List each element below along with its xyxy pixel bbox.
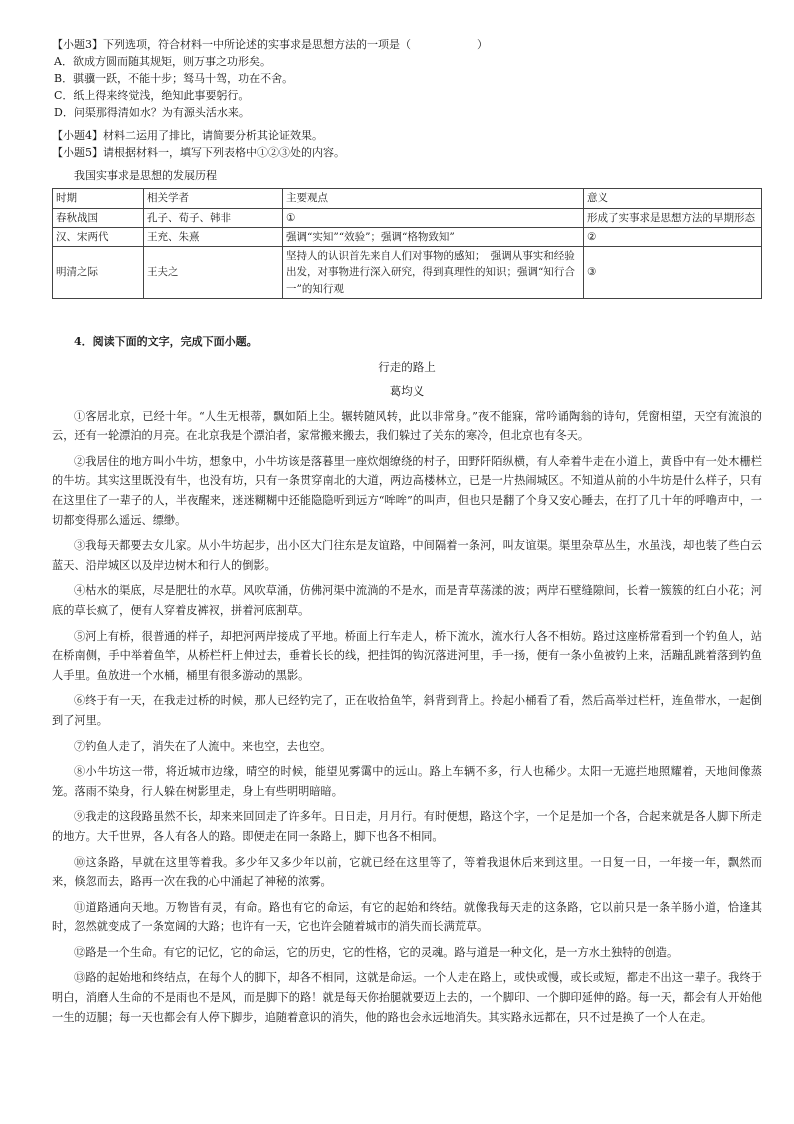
table-header-row xyxy=(53,189,762,208)
paragraph: ⑥终于有一天，在我走过桥的时候，那人已经钓完了，正在收拾鱼竿，斜背到背上。拎起小桶看了看，然后高举过栏杆，连鱼带水，一起倒到了河里。 xyxy=(52,694,762,727)
paragraph: ⑨我走的这段路虽然不长，却来来回回走了许多年。日日走，月月行。有时便想，路这个字，一个足是加一个各，合起来就是各人脚下所走的地方。大千世界，各人有各人的路。即便走在同一条路上，脚下也各不相同。 xyxy=(52,810,762,843)
article-body xyxy=(52,407,762,1028)
header-period: 时期 xyxy=(53,189,144,208)
table-cell: 王充、朱熹 xyxy=(144,227,283,246)
table-cell: ② xyxy=(584,227,762,246)
table-cell: 明清之际 xyxy=(53,247,144,299)
table-cell: ① xyxy=(283,208,584,227)
paragraph: ⑤河上有桥，很普通的样子，却把河两岸接成了平地。桥面上行车走人，桥下流水，流水行人各不相妨。路过这座桥常看到一个钓鱼人，站在桥南侧，手中举着鱼竿，从桥栏杆上伸过去，垂着长长的线，把挂饵的钩沉落进河里，手一扬，便有一条小鱼被钓上来，活蹦乱跳着落到钓鱼人手里。鱼放进一个水桶，桶里有很多游动的黑影。 xyxy=(52,629,762,682)
paragraph: ④枯水的渠底，尽是肥壮的水草。风吹草涌，仿佛河渠中流淌的不是水，而是青草荡漾的波；两岸石壁缝隙间，长着一簇簇的红白小花；河底的草长疯了，便有人穿着皮裤衩，拼着河底割草。 xyxy=(52,584,762,617)
header-significance: 意义 xyxy=(584,189,762,208)
question-3-option-d: D．问渠那得清如水？为有源头活水来。 xyxy=(54,106,250,120)
paragraph: ①客居北京，已经十年。“人生无根蒂，飘如陌上尘。辗转随风转，此以非常身。”夜不能寐，常吟诵陶翁的诗句，凭窗相望，天空有流浪的云，还有一轮漂泊的月亮。在北京我是个漂泊者，家常搬来搬去，我们躲过了关东的寒冷，但北京也有冬天。 xyxy=(52,409,762,443)
paragraph: ⑩这条路，早就在这里等着我。多少年又多少年以前，它就已经在这里等了，等着我退休后来到这里。一日复一日，一年接一年，飘然而来，倏忽而去，路再一次在我的心中涌起了神秘的浓雾。 xyxy=(52,855,762,889)
table-row xyxy=(53,227,762,246)
paragraph: ③我每天都要去女儿家。从小牛坊起步，出小区大门往东是友谊路，中间隔着一条河，叫友谊渠。渠里杂草丛生，水虽浅，却也装了些白云蓝天、沿岸城区以及岸边树木和行人的倒影。 xyxy=(52,539,762,572)
table-cell: ③ xyxy=(584,247,762,299)
question-4: 【小题4】材料二运用了排比，请简要分析其论证效果。 xyxy=(52,129,323,143)
question-5: 【小题5】请根据材料一，填写下列表格中①②③处的内容。 xyxy=(52,146,345,160)
question-3-option-b: B．骐骥一跃，不能十步；驽马十驾，功在不舍。 xyxy=(54,72,294,86)
paragraph: ⑦钓鱼人走了，消失在了人流中。来也空，去也空。 xyxy=(74,739,332,753)
section-heading: 4．阅读下面的文字，完成下面小题。 xyxy=(74,334,258,348)
question-3-option-c: C．纸上得来终觉浅，绝知此事要躬行。 xyxy=(54,89,250,103)
table-row xyxy=(53,247,762,299)
paragraph: ⑬路的起始地和终结点，在每个人的脚下，却各不相同，这就是命运。一个人走在路上，或快或慢，或长或短，都走不出这一辈子。我终于明白，消磨人生命的不是雨也不是风，而是脚下的路！就是每天你抬腿就要迈上去的，一个脚印、一个脚印延伸的路。每一天，都会有人开始他一生的迈腿；每一天也都会有人停下脚步，追随着意识的消失，他的路也会永远地消失。其实路永远都在，只不过是换了一个人在走。 xyxy=(52,971,762,1024)
table-row xyxy=(53,208,762,227)
development-table xyxy=(52,188,762,299)
article-title: 行走的路上 xyxy=(378,360,436,375)
table-cell: 形成了实事求是思想方法的早期形态 xyxy=(584,208,762,227)
article-author: 葛均义 xyxy=(389,383,425,398)
document-page xyxy=(52,36,762,1033)
header-scholars: 相关学者 xyxy=(144,189,283,208)
table-cell: 王夫之 xyxy=(144,247,283,299)
paragraph: ⑪道路通向天地。万物皆有灵，有命。路也有它的命运，有它的起始和终结。就像我每天走的这条路，它以前只是一条羊肠小道，恰逢其时，忽然就变成了一条宽阔的大路；也许有一天，它也许会随着城市的消失而长满荒草。 xyxy=(52,900,762,934)
table-caption: 我国实事求是思想的发展历程 xyxy=(74,169,217,183)
paragraph: ⑫路是一个生命。有它的记忆，它的命运，它的历史，它的性格，它的灵魂。路与道是一种文化，是一方水土独特的创造。 xyxy=(74,945,679,959)
table-cell: 孔子、荀子、韩非 xyxy=(144,208,283,227)
question-3-stem: 【小题3】下列选项，符合材料一中所论述的实事求是思想方法的一项是（ ） xyxy=(52,38,488,51)
table-cell: 强调“实知”“效验”；强调“格物致知” xyxy=(283,227,584,246)
question-3-option-a: A．欲成方圆而随其规矩，则万事之功形矣。 xyxy=(54,55,271,69)
paragraph: ②我居住的地方叫小牛坊，想象中，小牛坊该是落暮里一座炊烟缭绕的村子，田野阡陌纵横，有人牵着牛走在小道上，黄昏中有一处木栅栏的牛坊。其实这里既没有牛，也没有坊，只有一条贯穿南北的大道，两边高楼林立，已是一片热闹城区。不知道从前的小牛坊是什么样子，只有在这里住了一辈子的人，半夜醒来，迷迷糊糊中还能隐隐听到远方“哞哞”的叫声，但也只是翻了个身又安心睡去，在打了几十年的呼噜声中，一切都变得那么遥远、缥缈。 xyxy=(52,454,762,527)
paragraph: ⑧小牛坊这一带，将近城市边缘，晴空的时候，能望见雾霭中的远山。路上车辆不多，行人也稀少。太阳一无遮拦地照耀着，天地间像蒸笼。落雨不染身，行人躲在树影里走，身上有些明明暗暗。 xyxy=(52,765,762,798)
table-cell: 汉、宋两代 xyxy=(53,227,144,246)
table-cell: 春秋战国 xyxy=(53,208,144,227)
table-cell: 坚持人的认识首先来自人们对事物的感知； 强调从事实和经验出发，对事物进行深入研究，得到真理性的知识；强调“知行合一”的知行观 xyxy=(283,247,584,299)
header-viewpoints: 主要观点 xyxy=(283,189,584,208)
